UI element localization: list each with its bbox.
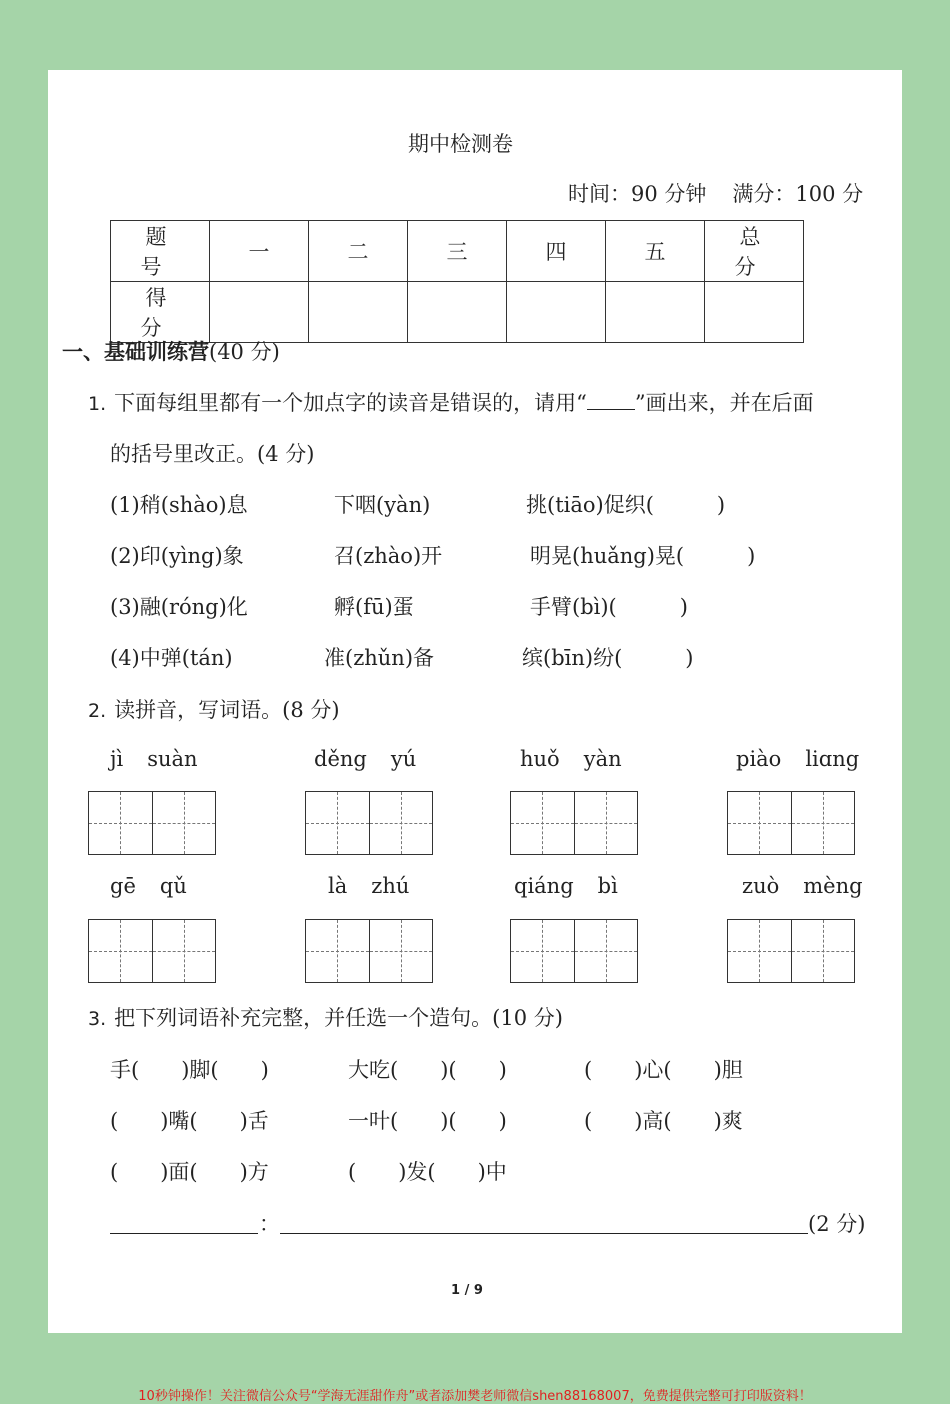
section-title: 一、基础训练营 — [62, 339, 209, 364]
writing-grid[interactable] — [510, 919, 638, 983]
q3-item[interactable]: ( )高( )爽 — [584, 1109, 743, 1133]
q1-item[interactable]: 孵(fū)蛋 — [334, 595, 414, 619]
score-input-cell[interactable] — [309, 282, 408, 343]
question-2 — [88, 694, 340, 724]
score-input-cell[interactable] — [210, 282, 309, 343]
answer-line-word[interactable] — [110, 1233, 258, 1234]
question-number: 2. — [88, 700, 107, 722]
page-number: 1 / 9 — [451, 1283, 483, 1298]
exam-paper — [48, 70, 902, 1333]
score-table-cell: 三 — [408, 221, 507, 282]
writing-grid[interactable] — [727, 791, 855, 855]
q1-item[interactable]: 挑(tiāo)促织( ) — [526, 493, 726, 517]
question-number: 3. — [88, 1008, 107, 1030]
score-table-cell: 一 — [210, 221, 309, 282]
writing-grid[interactable] — [727, 919, 855, 983]
score-table-header-row — [111, 221, 804, 282]
question-text: 下面每组里都有一个加点字的读音是错误的，请用“ — [114, 391, 587, 415]
writing-grid[interactable] — [88, 791, 216, 855]
q1-item[interactable]: (3)融(róng)化 — [110, 595, 248, 619]
question-1-line2: 的括号里改正。(4 分) — [110, 442, 315, 466]
score-table-cell: 总 分 — [705, 221, 804, 282]
writing-grid[interactable] — [305, 791, 433, 855]
score-input-cell[interactable] — [408, 282, 507, 343]
score-table-cell: 五 — [606, 221, 705, 282]
q3-item[interactable]: ( )心( )胆 — [584, 1058, 743, 1082]
pinyin-label: jì suàn — [110, 747, 198, 771]
q3-item[interactable]: ( )发( )中 — [348, 1160, 507, 1184]
pinyin-label: gē qǔ — [110, 874, 187, 898]
pinyin-label: piào liɑng — [736, 747, 860, 771]
score-input-cell[interactable] — [705, 282, 804, 343]
score-input-cell[interactable] — [606, 282, 705, 343]
q3-item[interactable]: 大吃( )( ) — [348, 1058, 507, 1082]
q1-item[interactable]: (4)中弹(tán) — [110, 646, 233, 670]
time-info — [568, 178, 863, 208]
answer-line-sentence[interactable] — [280, 1233, 808, 1234]
q1-item[interactable]: (1)稍(shào)息 — [110, 493, 248, 517]
sentence-points: (2 分) — [808, 1212, 866, 1236]
writing-grid[interactable] — [88, 919, 216, 983]
score-input-cell[interactable] — [507, 282, 606, 343]
q3-item[interactable]: 一叶( )( ) — [348, 1109, 507, 1133]
page-title: 期中检测卷 — [408, 132, 513, 156]
question-text: ”画出来，并在后面 — [634, 391, 814, 415]
score-table-score-row — [111, 282, 804, 343]
section-heading — [62, 336, 280, 366]
promo-footer: 10秒钟操作！关注微信公众号“学海无涯甜作舟”或者添加樊老师微信shen88168007，免费提供完整可打印版资料！ — [138, 1389, 812, 1404]
score-table — [110, 220, 804, 343]
colon: ： — [259, 1212, 280, 1236]
score-table-cell: 得 分 — [111, 282, 210, 343]
question-1-line1 — [88, 387, 814, 417]
pinyin-label: qiáng bì — [514, 874, 618, 898]
q1-item[interactable]: 准(zhǔn)备 — [324, 646, 435, 670]
writing-grid[interactable] — [305, 919, 433, 983]
question-text: 读拼音，写词语。(8 分) — [114, 698, 340, 722]
question-3 — [88, 1002, 563, 1032]
q3-item[interactable]: 手( )脚( ) — [110, 1058, 269, 1082]
score-table-cell: 题 号 — [111, 221, 210, 282]
question-text: 把下列词语补充完整，并任选一个造句。(10 分) — [114, 1006, 563, 1030]
q1-item[interactable]: 明晃(huǎng)晃( ) — [530, 544, 756, 568]
q3-item[interactable]: ( )嘴( )舌 — [110, 1109, 269, 1133]
pinyin-label: děng yú — [314, 747, 417, 771]
pinyin-label: zuò mèng — [742, 874, 863, 898]
question-number: 1. — [88, 393, 107, 415]
time-limit: 时间：90 分钟 — [568, 182, 707, 206]
q1-item[interactable]: 手臂(bì)( ) — [530, 595, 688, 619]
score-table-cell: 二 — [309, 221, 408, 282]
full-score: 满分：100 分 — [732, 182, 864, 206]
writing-grid[interactable] — [510, 791, 638, 855]
q1-item[interactable]: 缤(bīn)纷( ) — [522, 646, 694, 670]
q1-item[interactable]: 下咽(yàn) — [334, 493, 431, 517]
q1-item[interactable]: (2)印(yìng)象 — [110, 544, 244, 568]
q1-item[interactable]: 召(zhào)开 — [334, 544, 443, 568]
score-table-cell: 四 — [507, 221, 606, 282]
pinyin-label: là zhú — [328, 874, 410, 898]
q3-item[interactable]: ( )面( )方 — [110, 1160, 269, 1184]
section-points: (40 分) — [209, 340, 280, 364]
underline-sample — [587, 391, 635, 410]
pinyin-label: huǒ yàn — [520, 747, 622, 771]
